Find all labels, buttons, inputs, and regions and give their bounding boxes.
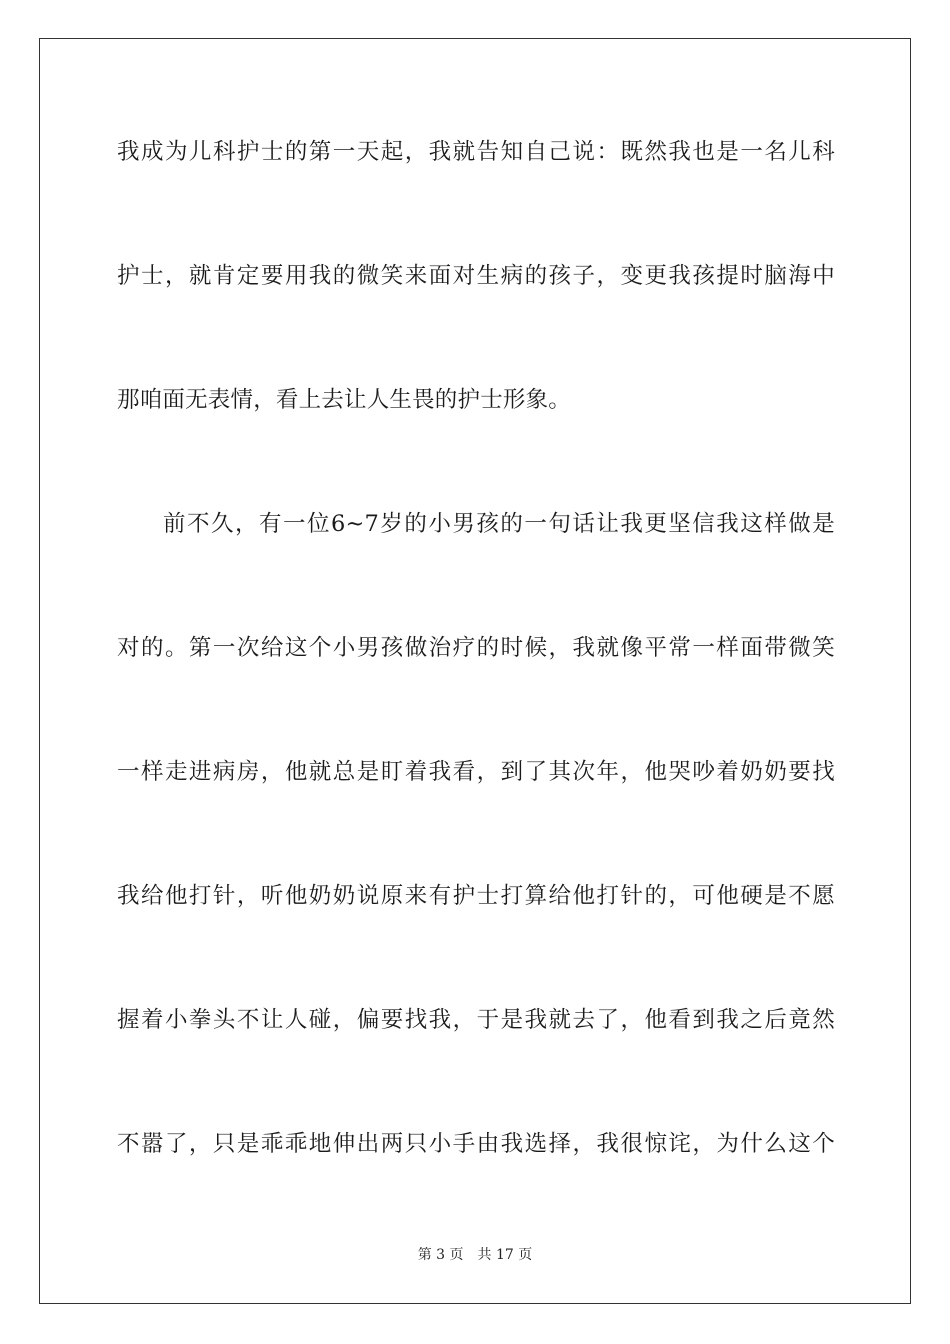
paragraph-line: 我给他打针，听他奶奶说原来有护士打算给他打针的，可他硬是不愿 bbox=[117, 883, 835, 909]
paragraph-line: 一样走进病房，他就总是盯着我看，到了其次年，他哭吵着奶奶要找 bbox=[117, 759, 835, 785]
page-footer bbox=[0, 1246, 950, 1264]
paragraph-line: 不嚣了，只是乖乖地伸出两只小手由我选择，我很惊诧，为什么这个 bbox=[117, 1131, 835, 1157]
paragraph-line: 我成为儿科护士的第一天起，我就告知自己说：既然我也是一名儿科 bbox=[117, 139, 835, 165]
total-pages: 共 17 页 bbox=[477, 1247, 533, 1263]
paragraph-line: 对的。第一次给这个小男孩做治疗的时候，我就像平常一样面带微笑 bbox=[117, 635, 835, 661]
page-number: 第 3 页 bbox=[417, 1247, 464, 1263]
paragraph-line: 那咱面无表情，看上去让人生畏的护士形象。 bbox=[117, 387, 572, 413]
paragraph-line: 前不久，有一位6~7岁的小男孩的一句话让我更坚信我这样做是 bbox=[163, 511, 835, 537]
paragraph-line: 握着小拳头不让人碰，偏要找我，于是我就去了，他看到我之后竟然 bbox=[117, 1007, 835, 1033]
page-border bbox=[39, 38, 911, 1304]
paragraph-line: 护士，就肯定要用我的微笑来面对生病的孩子，变更我孩提时脑海中 bbox=[117, 263, 835, 289]
